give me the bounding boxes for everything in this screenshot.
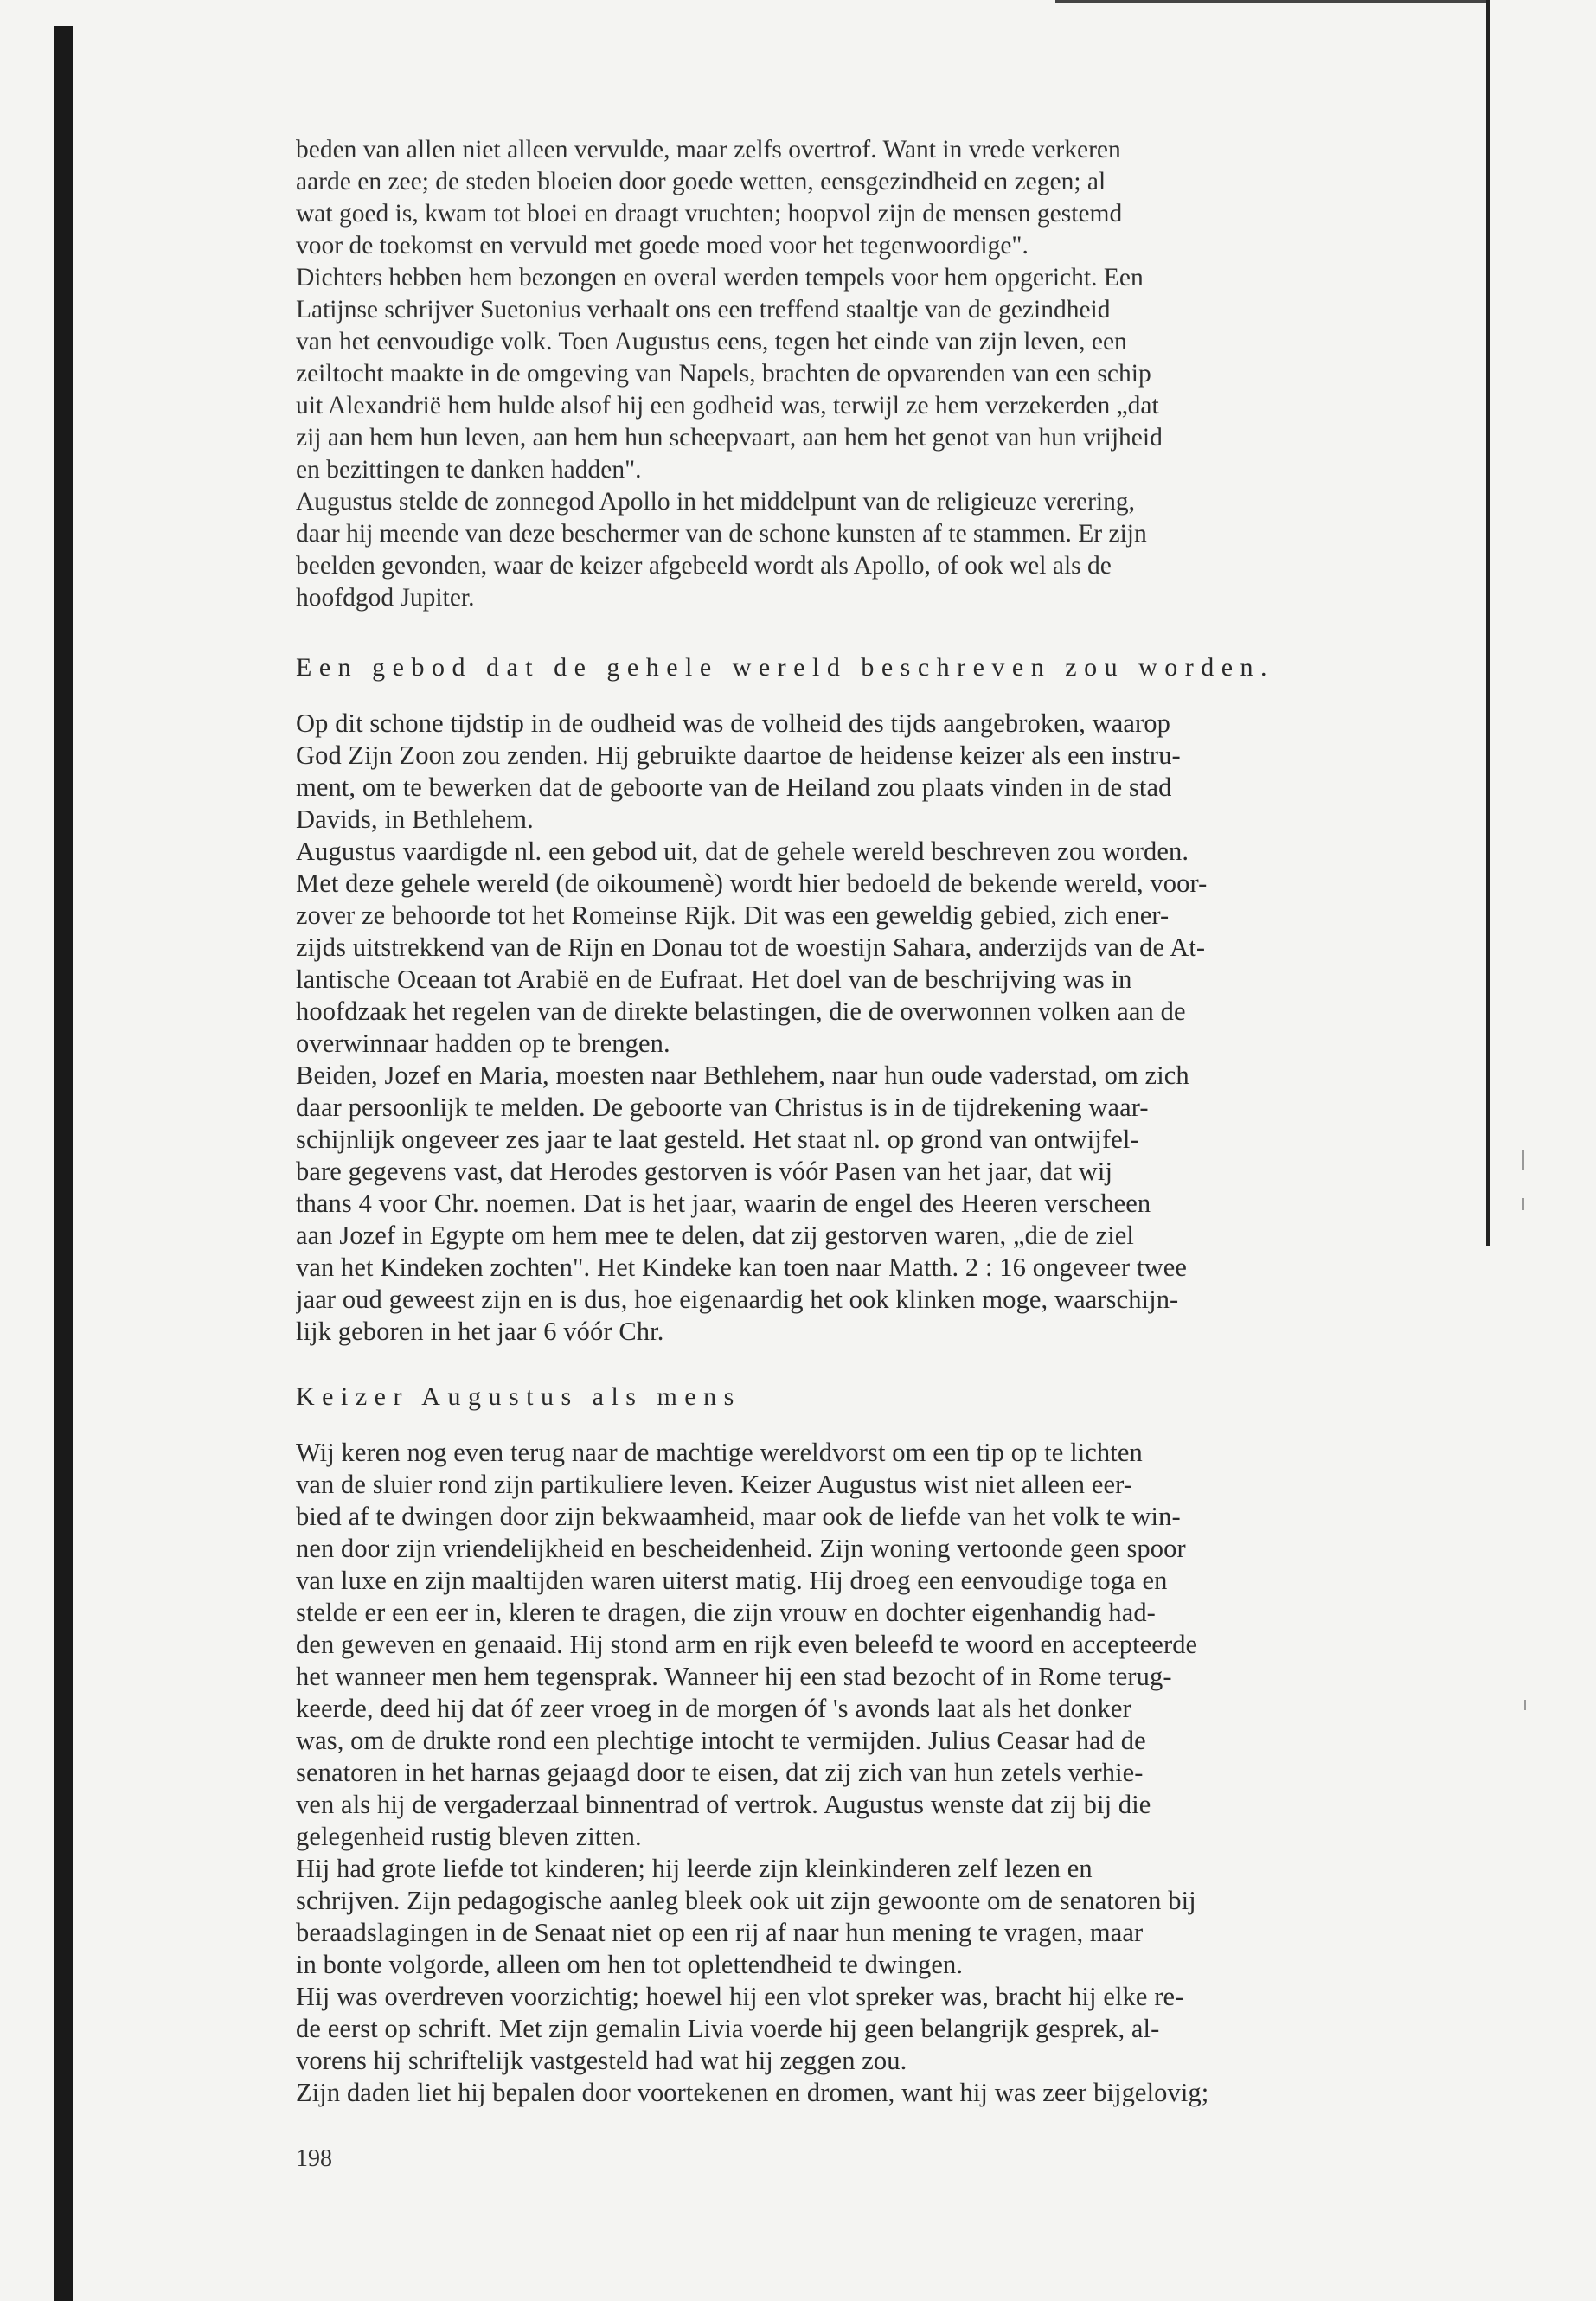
text-line: gelegenheid rustig bleven zitten. [296, 1822, 642, 1851]
paragraph-lines [296, 1437, 1491, 2109]
text-line: vorens hij schriftelijk vastgesteld had wat hij zeggen zou. [296, 2046, 907, 2075]
text-line: bied af te dwingen door zijn bekwaamheid, maar ook de liefde van het volk te win- [296, 1502, 1181, 1531]
text-line: was, om de drukte rond een plechtige intocht te vermijden. Julius Ceasar had de [296, 1726, 1146, 1755]
text-line: jaar oud geweest zijn en is dus, hoe eigenaardig het ook klinken moge, waarschijn- [296, 1285, 1179, 1314]
text-line: ven als hij de vergaderzaal binnentrad of vertrok. Augustus wenste dat zij bij die [296, 1790, 1151, 1819]
margin-mark [1524, 1700, 1526, 1710]
text-line: en bezittingen te danken hadden". [296, 456, 642, 484]
text-line: God Zijn Zoon zou zenden. Hij gebruikte daartoe de heidense keizer als een instru- [296, 740, 1181, 770]
text-line: Op dit schone tijdstip in de oudheid was de volheid des tijds aangebroken, waarop [296, 708, 1170, 738]
section-intro [296, 134, 1491, 614]
text-line: schrijven. Zijn pedagogische aanleg bleek ook uit zijn gewoonte om de senatoren bij [296, 1886, 1196, 1915]
text-line: zeiltocht maakte in de omgeving van Napels, brachten de opvarenden van een schip [296, 360, 1151, 388]
text-line: senatoren in het harnas gejaagd door te eisen, dat zij zich van hun zetels verhie- [296, 1758, 1144, 1787]
section-heading: Een gebod dat de gehele wereld beschreven zou worden. [296, 653, 1275, 682]
text-line: thans 4 voor Chr. noemen. Dat is het jaar, waarin de engel des Heeren verscheen [296, 1189, 1151, 1218]
text-line: voor de toekomst en vervuld met goede moed voor het tegenwoordige". [296, 232, 1029, 260]
text-line: lantische Oceaan tot Arabië en de Eufraat. Het doel van de beschrijving was in [296, 965, 1132, 994]
text-line: zij aan hem hun leven, aan hem hun scheepvaart, aan hem het genot van hun vrijheid [296, 424, 1163, 452]
text-line: overwinnaar hadden op te brengen. [296, 1029, 670, 1058]
text-line: keerde, deed hij dat óf zeer vroeg in de morgen óf 's avonds laat als het donker [296, 1694, 1131, 1723]
text-line: Hij had grote liefde tot kinderen; hij leerde zijn kleinkinderen zelf lezen en [296, 1854, 1093, 1883]
page-number: 198 [296, 2145, 332, 2172]
text-line: Davids, in Bethlehem. [296, 804, 534, 834]
text-line: wat goed is, kwam tot bloei en draagt vruchten; hoopvol zijn de mensen gestemd [296, 200, 1123, 228]
section-heading: Keizer Augustus als mens [296, 1382, 741, 1411]
text-line: van het eenvoudige volk. Toen Augustus eens, tegen het einde van zijn leven, een [296, 328, 1127, 356]
text-line: den geweven en genaaid. Hij stond arm en rijk even beleefd te woord en accepteerde [296, 1630, 1198, 1659]
text-line: beelden gevonden, waar de keizer afgebeeld wordt als Apollo, of ook wel als de [296, 552, 1112, 580]
text-line: beraadslagingen in de Senaat niet op een rij af naar hun mening te vragen, maar [296, 1918, 1144, 1947]
text-line: de eerst op schrift. Met zijn gemalin Livia voerde hij geen belangrijk gesprek, al- [296, 2014, 1160, 2043]
text-line: aarde en zee; de steden bloeien door goede wetten, eensgezindheid en zegen; al [296, 168, 1106, 195]
text-line: lijk geboren in het jaar 6 vóór Chr. [296, 1317, 664, 1346]
text-line: Latijnse schrijver Suetonius verhaalt ons een treffend staaltje van de gezindheid [296, 296, 1111, 324]
text-line: zijds uitstrekkend van de Rijn en Donau tot de woestijn Sahara, anderzijds van de At- [296, 933, 1206, 962]
text-line: uit Alexandrië hem hulde alsof hij een godheid was, terwijl ze hem verzekerden „dat [296, 392, 1159, 420]
scan-left-border [54, 26, 73, 2301]
text-line: nen door zijn vriendelijkheid en bescheidenheid. Zijn woning vertoonde geen spoor [296, 1534, 1186, 1563]
text-line: het wanneer men hem tegensprak. Wanneer hij een stad bezocht of in Rome terug- [296, 1662, 1172, 1691]
text-line: bare gegevens vast, dat Herodes gestorven is vóór Pasen van het jaar, dat wij [296, 1157, 1113, 1186]
text-line: zover ze behoorde tot het Romeinse Rijk. Dit was een geweldig gebied, zich ener- [296, 901, 1170, 930]
text-line: Dichters hebben hem bezongen en overal werden tempels voor hem opgericht. Een [296, 264, 1144, 292]
text-line: daar persoonlijk te melden. De geboorte van Christus is in de tijdrekening waar- [296, 1093, 1149, 1122]
scan-top-edge [1055, 0, 1488, 3]
section-augustus-as-man [296, 1380, 1491, 2109]
text-line: aan Jozef in Egypte om hem mee te delen, dat zij gestorven waren, „die de ziel [296, 1221, 1134, 1250]
text-line: stelde er een eer in, kleren te dragen, die zijn vrouw en dochter eigenhandig had- [296, 1598, 1156, 1627]
text-line: Zijn daden liet hij bepalen door voortekenen en dromen, want hij was zeer bijgelovig; [296, 2078, 1209, 2107]
text-line: beden van allen niet alleen vervulde, maar zelfs overtrof. Want in vrede verkeren [296, 136, 1121, 163]
section-census [296, 651, 1491, 1348]
text-line: Beiden, Jozef en Maria, moesten naar Bethlehem, naar hun oude vaderstad, om zich [296, 1061, 1189, 1090]
text-line: Wij keren nog even terug naar de machtige wereldvorst om een tip op te lichten [296, 1438, 1143, 1467]
margin-mark [1522, 1150, 1524, 1170]
text-line: van de sluier rond zijn partikuliere leven. Keizer Augustus wist niet alleen eer- [296, 1470, 1133, 1499]
text-line: in bonte volgorde, alleen om hen tot oplettendheid te dwingen. [296, 1950, 964, 1979]
text-line: Augustus vaardigde nl. een gebod uit, dat de gehele wereld beschreven zou worden. [296, 836, 1189, 866]
text-line: Augustus stelde de zonnegod Apollo in het middelpunt van de religieuze verering, [296, 488, 1135, 516]
text-line: Met deze gehele wereld (de oikoumenè) wordt hier bedoeld de bekende wereld, voor- [296, 868, 1208, 898]
text-line: van luxe en zijn maaltijden waren uiterst matig. Hij droeg een eenvoudige toga en [296, 1566, 1168, 1595]
text-line: ment, om te bewerken dat de geboorte van de Heiland zou plaats vinden in de stad [296, 772, 1172, 802]
text-line: hoofdgod Jupiter. [296, 584, 475, 612]
text-line: Hij was overdreven voorzichtig; hoewel hij een vlot spreker was, bracht hij elke re- [296, 1982, 1184, 2011]
paragraph-lines [296, 134, 1491, 614]
text-line: schijnlijk ongeveer zes jaar te laat gesteld. Het staat nl. op grond van ontwijfel- [296, 1125, 1139, 1154]
text-line: hoofdzaak het regelen van de direkte belastingen, die de overwonnen volken aan de [296, 997, 1186, 1026]
text-line: van het Kindeken zochten". Het Kindeke kan toen naar Matth. 2 : 16 ongeveer twee [296, 1253, 1187, 1282]
paragraph-lines [296, 708, 1491, 1348]
text-line: daar hij meende van deze beschermer van de schone kunsten af te stammen. Er zijn [296, 520, 1147, 548]
margin-mark [1522, 1198, 1524, 1210]
